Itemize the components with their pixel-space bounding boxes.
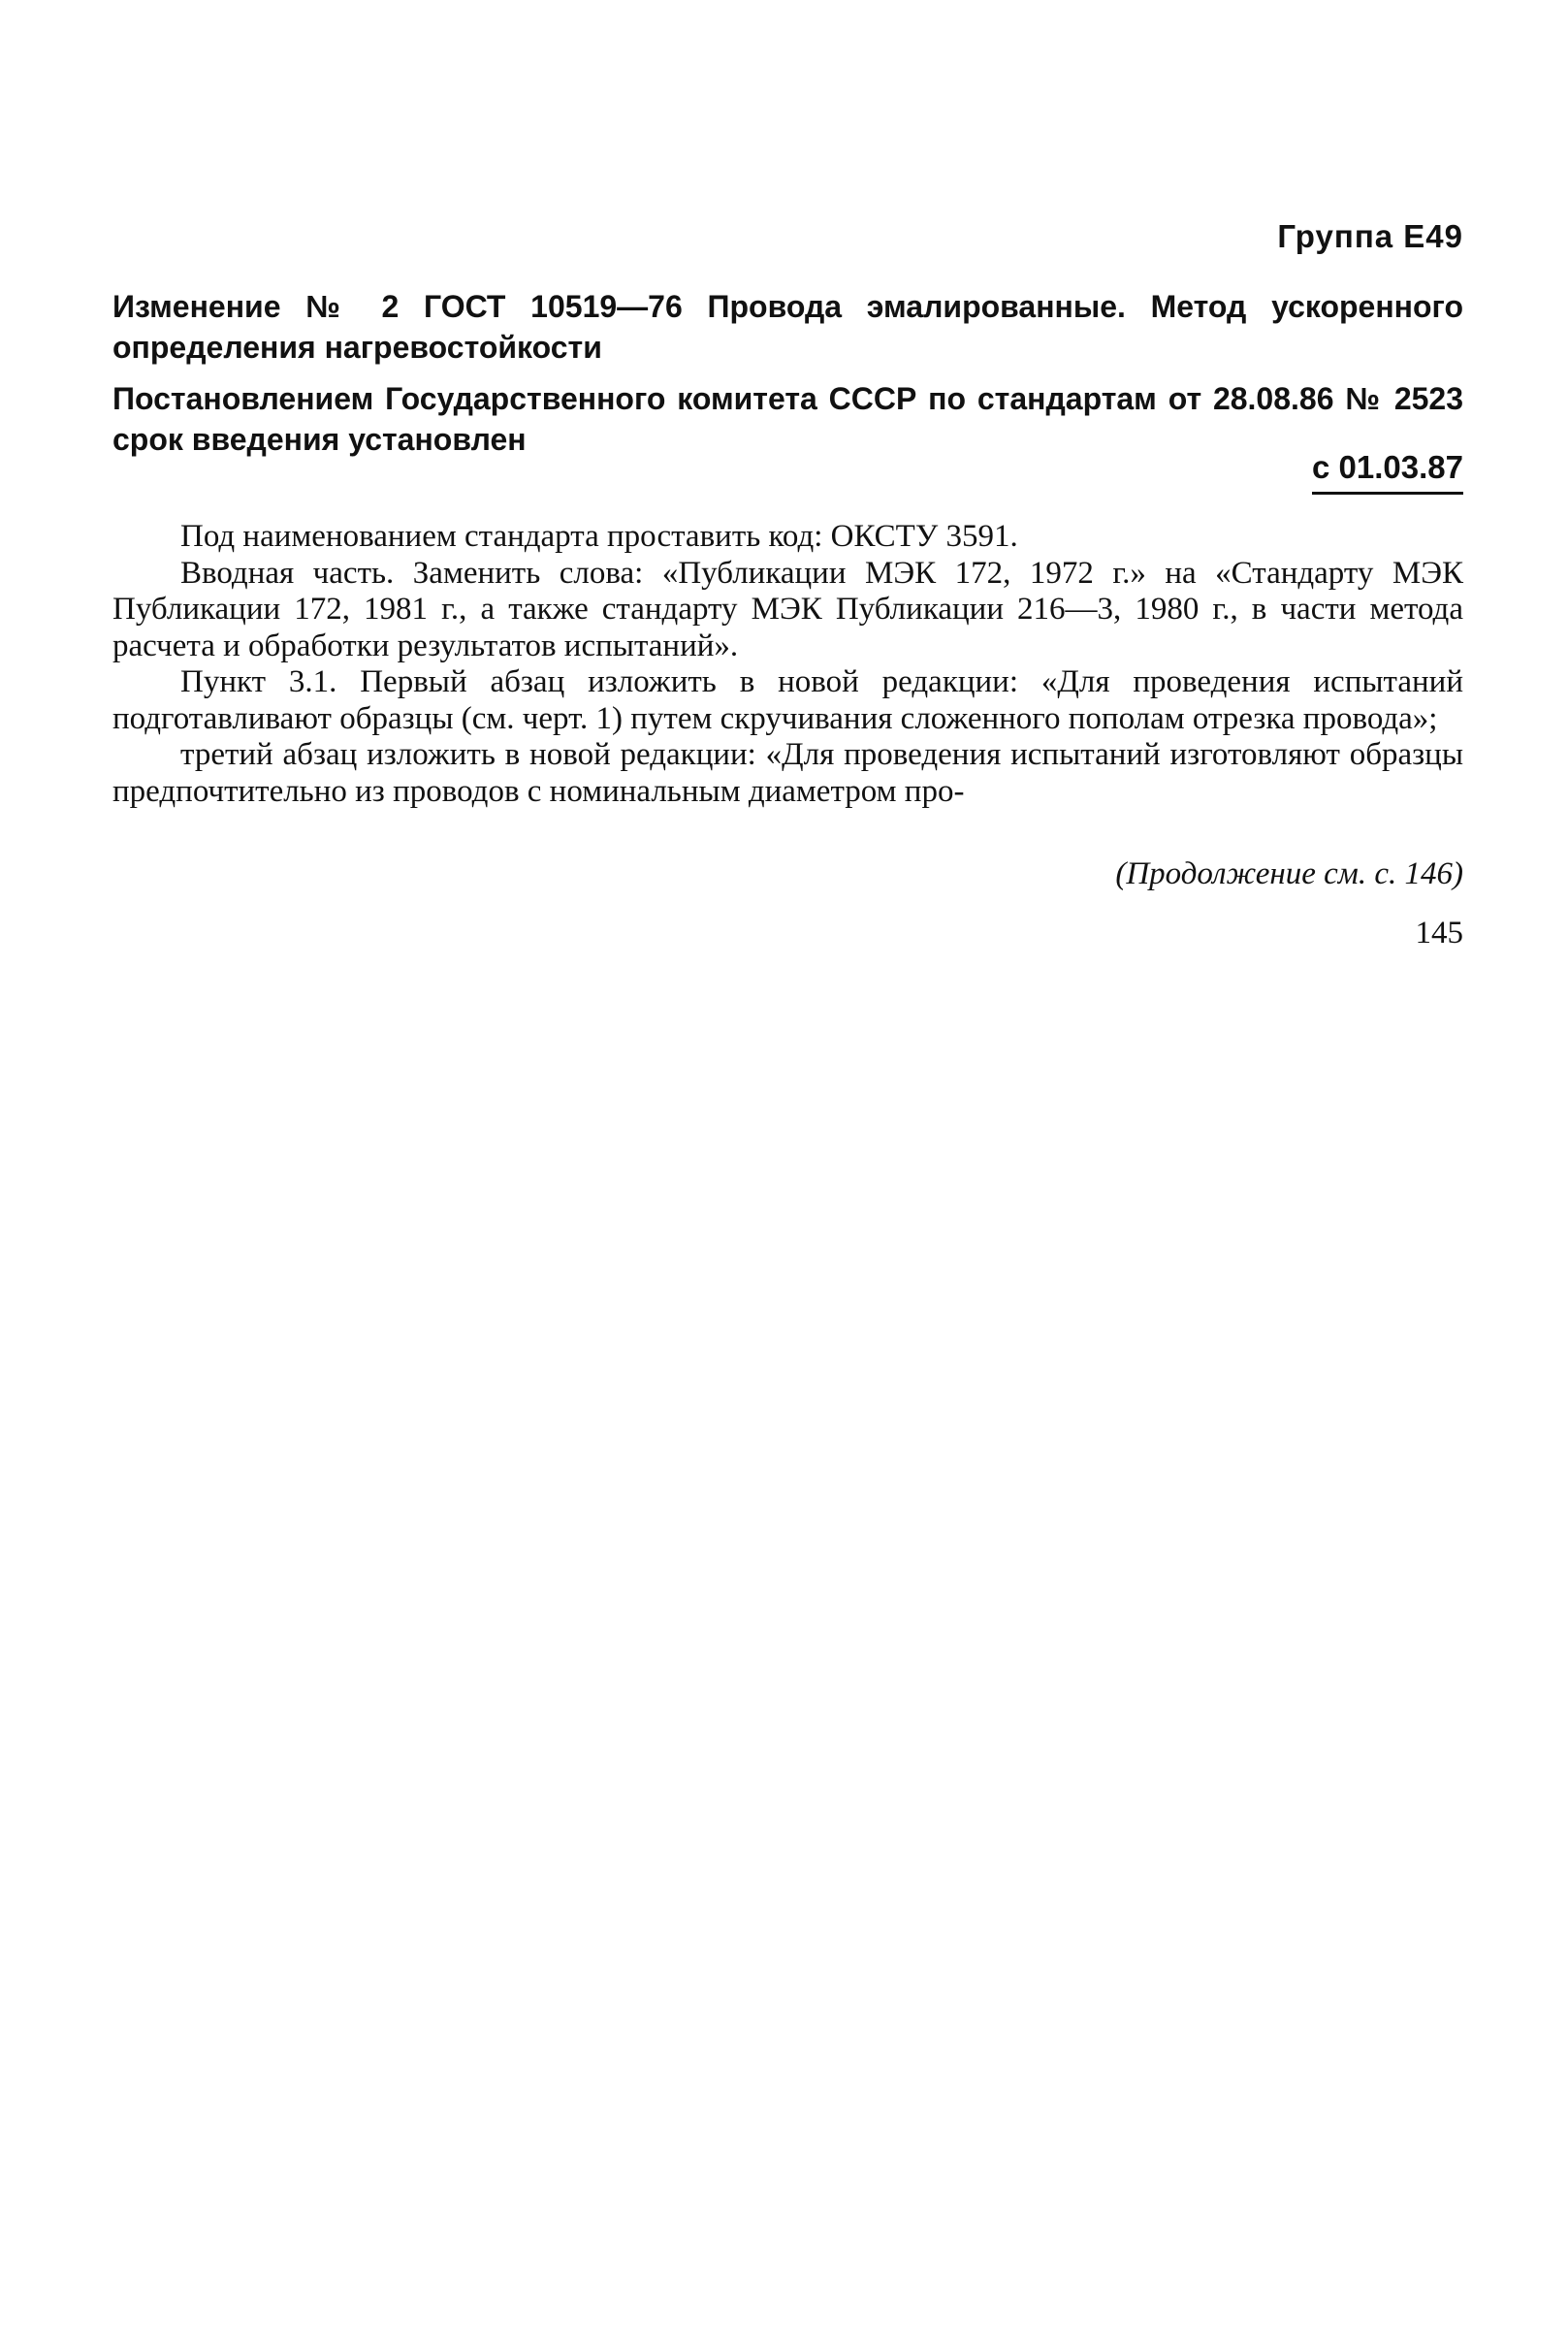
continuation-note: (Продолжение см. с. 146) bbox=[1115, 856, 1463, 891]
page-number: 145 bbox=[1415, 916, 1463, 950]
paragraph-okstu-code: Под наименованием стандарта проставить код: ОКСТУ 3591. bbox=[180, 519, 1018, 554]
paragraph-introductory-part: Вводная часть. Заменить слова: «Публикации МЭК 172, 1972 г.» на «Стандарту МЭК Публикации 172, 1981 г., а также стандарту МЭК Публикации 216—3, 1980 г., в части метода расчета и обработки результатов испытаний». bbox=[112, 555, 1463, 663]
group-label: Группа Е49 bbox=[1277, 218, 1463, 254]
decree-text: Постановлением Государственного комитета СССР по стандартам от 28.08.86 № 2523 срок введения установлен bbox=[112, 381, 1463, 457]
paragraph-third-subparagraph: третий абзац изложить в новой редакции: «Для проведения испытаний изготовляют образцы предпочтительно из проводов с номинальным диаметром про- bbox=[112, 737, 1463, 809]
paragraph-clause-3-1: Пункт 3.1. Первый абзац изложить в новой редакции: «Для проведения испытаний подготавливают образцы (см. черт. 1) путем скручивания сложенного пополам отрезка провода»; bbox=[112, 664, 1463, 736]
amendment-title: Изменение № 2 ГОСТ 10519—76 Провода эмалированные. Метод ускоренного определения нагревостойкости bbox=[112, 289, 1463, 365]
effective-date: с 01.03.87 bbox=[1312, 449, 1463, 495]
body-text bbox=[112, 519, 1463, 810]
